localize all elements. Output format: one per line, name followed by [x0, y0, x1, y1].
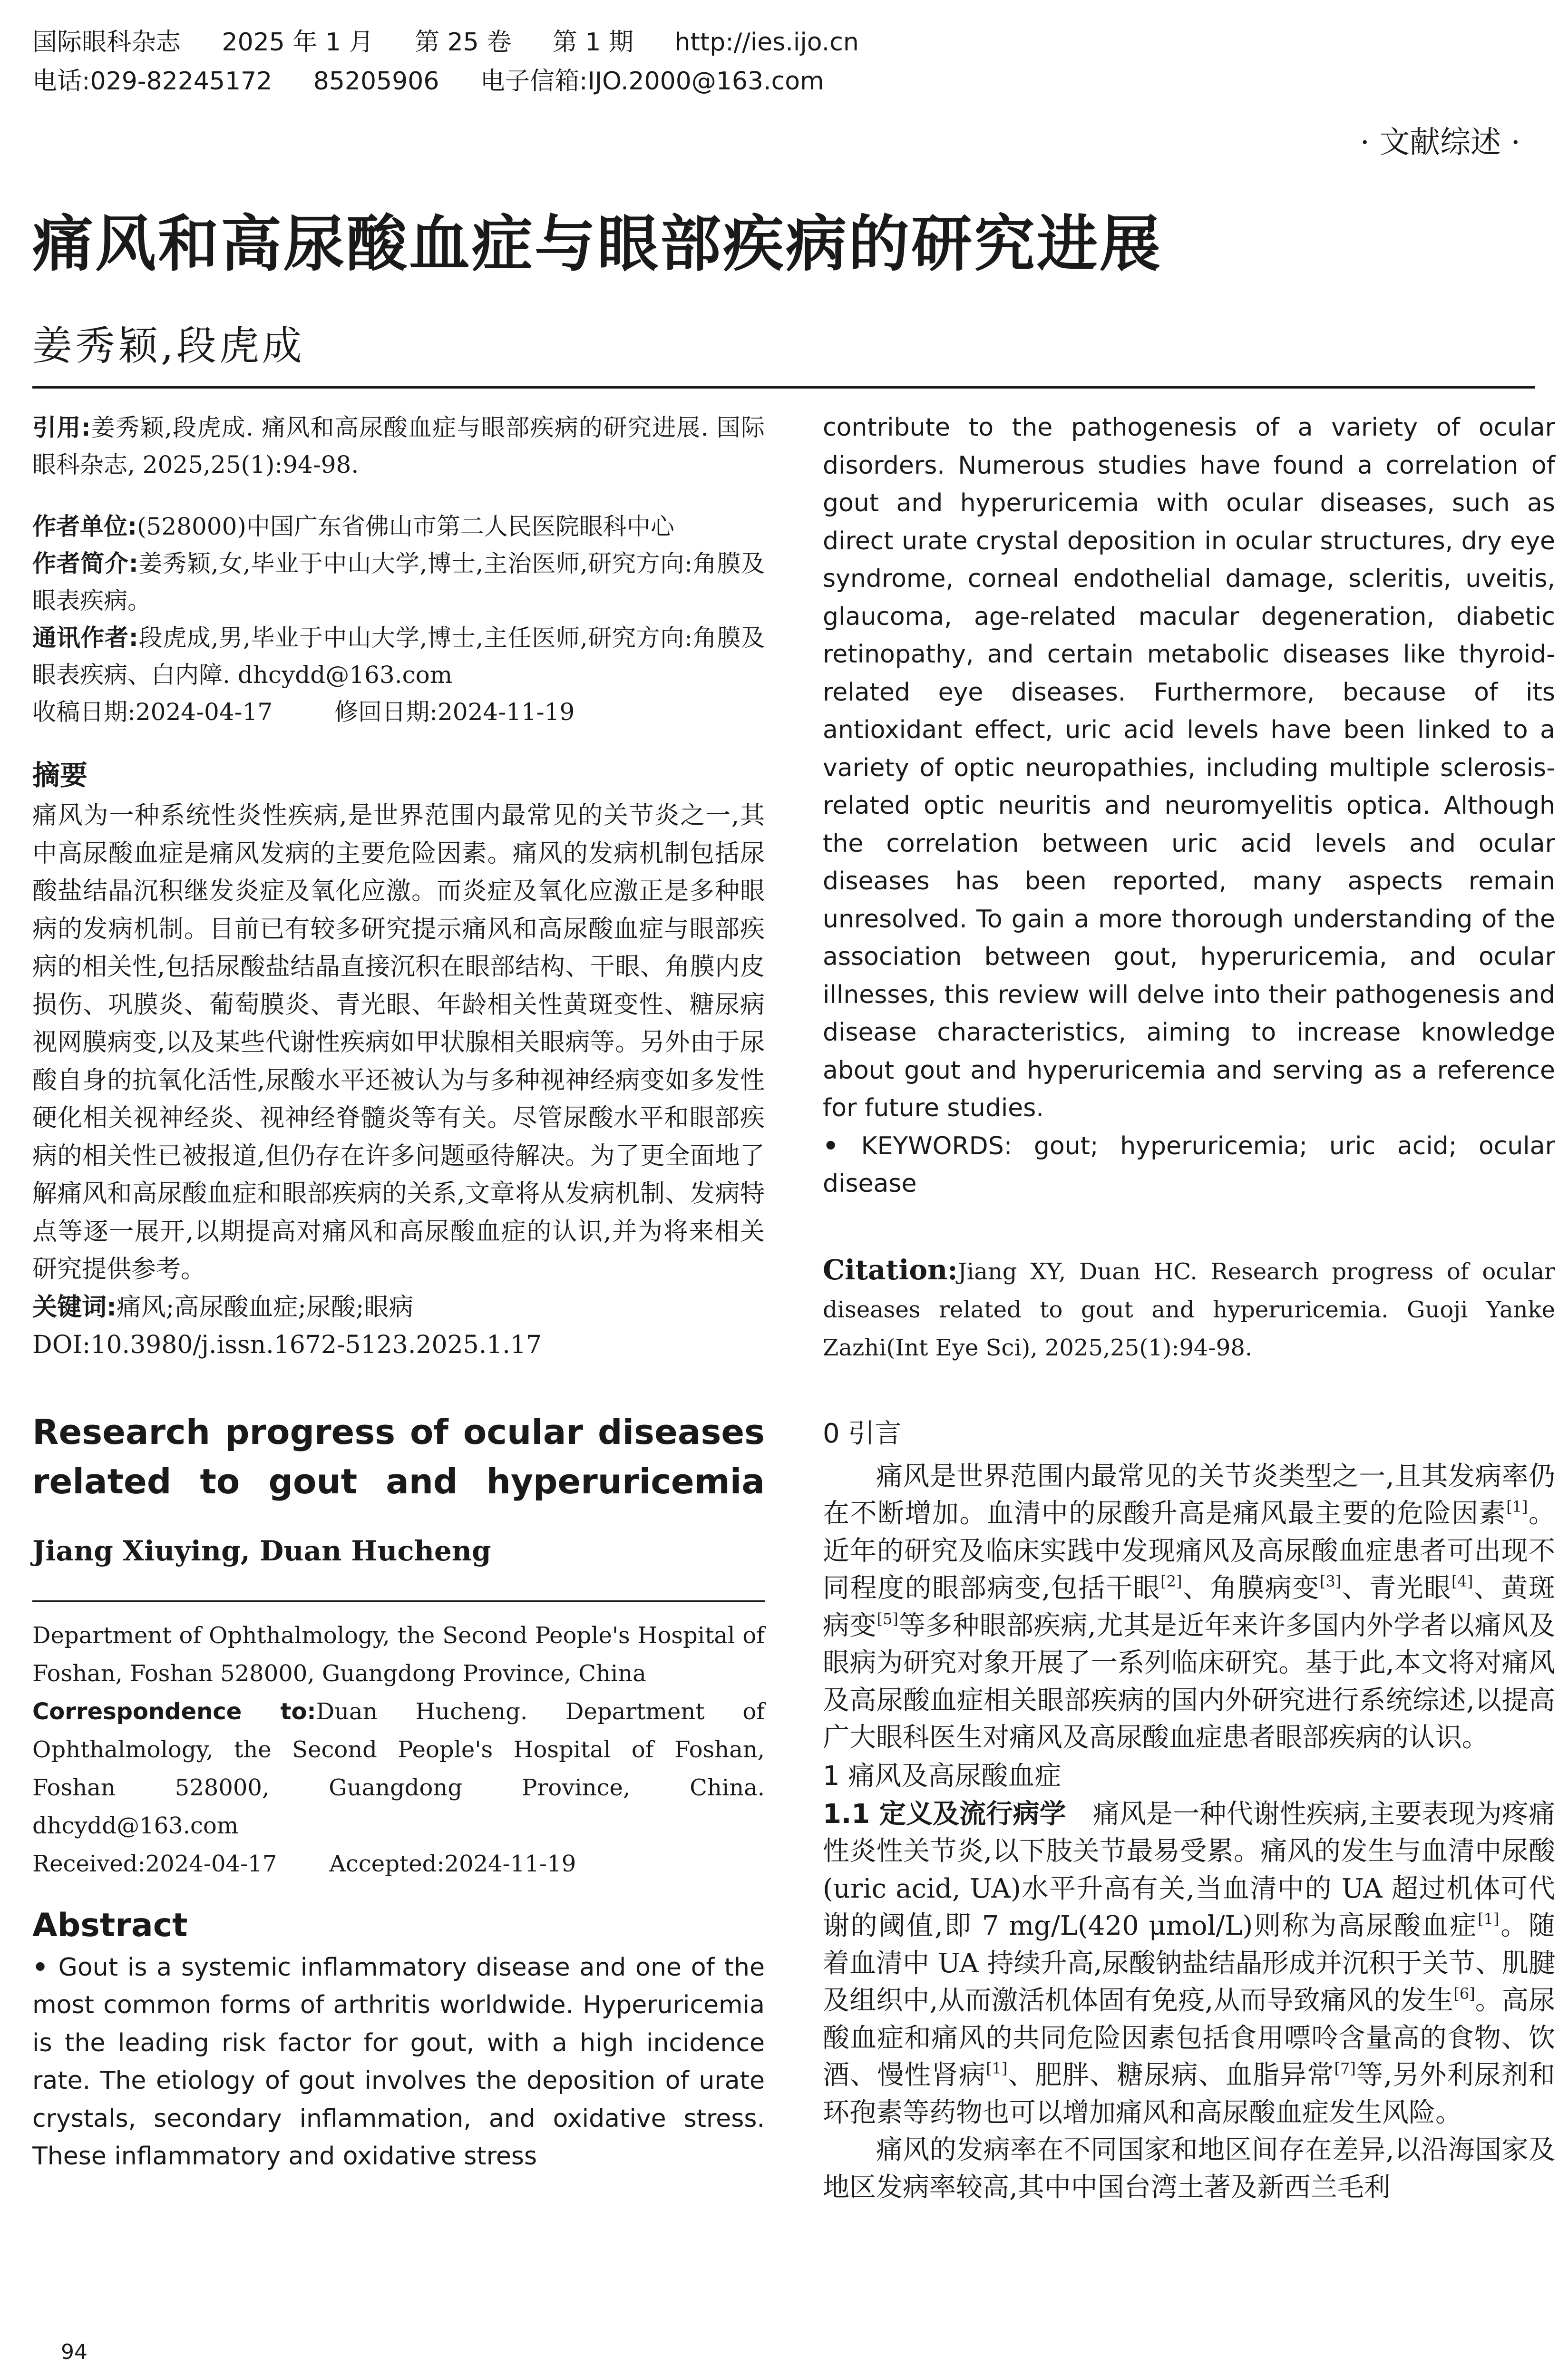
- corresponding-author: [32, 619, 765, 693]
- ref-5[interactable]: [5]: [877, 1609, 898, 1628]
- ref-1c[interactable]: [1]: [986, 2059, 1008, 2077]
- english-citation-text: Jiang XY, Duan HC. Research progress of ocular diseases related to gout and hyperuricemia. Guoji Yanke Zazhi(Int Eye Sci), 2025,25(1):94-98.: [823, 1258, 1555, 1361]
- email[interactable]: 电子信箱:IJO.2000@163.com: [480, 67, 824, 96]
- journal-header: [32, 23, 1535, 101]
- header-line-2: [32, 62, 1535, 101]
- english-keywords-text: gout; hyperuricemia; uric acid; ocular disease: [823, 1131, 1556, 1198]
- intro-text-1: 痛风是世界范围内最常见的关节炎类型之一,且其发病率仍在不断增加。血清中的尿酸升高是痛风最主要的危险因素: [823, 1461, 1555, 1529]
- english-keywords: [823, 1128, 1555, 1203]
- keywords-cn-text: 痛风;高尿酸血症;尿酸;眼病: [116, 1293, 414, 1322]
- journal-name: 国际眼科杂志: [32, 28, 181, 57]
- bullet-icon: •: [823, 1131, 861, 1160]
- dates-cn: [32, 693, 765, 731]
- abstract-cn-text: 痛风为一种系统性炎性疾病,是世界范围内最常见的关节炎之一,其中高尿酸血症是痛风发病的主要危险因素。痛风的发病机制包括尿酸盐结晶沉积继发炎症及氧化应激。而炎症及氧化应激正是多种眼病的发病机制。目前已有较多研究提示痛风和高尿酸血症与眼部疾病的相关性,包括尿酸盐结晶直接沉积在眼部结构、干眼、角膜内皮损伤、巩膜炎、葡萄膜炎、青光眼、年龄相关性黄斑变性、糖尿病视网膜病变,以及某些代谢性疾病如甲状腺相关眼病等。另外由于尿酸自身的抗氧化活性,尿酸水平还被认为与多种视神经病变如多发性硬化相关视神经炎、视神经脊髓炎等有关。尽管尿酸水平和眼部疾病的相关性已被报道,但仍存在许多问题亟待解决。为了更全面地了解痛风和高尿酸血症和眼部疾病的关系,文章将从发病机制、发病特点等逐一展开,以期提高对痛风和高尿酸血症的认识,并为将来相关研究提供参考。: [32, 801, 765, 1284]
- received-date: 2024-04-17: [135, 698, 273, 726]
- english-abstract-start: [32, 1949, 765, 2176]
- s11-text-5: 等,另外利尿剂和环孢素等药物也可以增加痛风和高尿酸血症发生风险。: [823, 2060, 1556, 2128]
- s11-text-4: 、肥胖、糖尿病、血脂异常: [1007, 2060, 1334, 2091]
- section-1-1-paragraph-2: 痛风的发病率在不同国家和地区间存在差异,以沿海国家及地区发病率较高,其中中国台湾土著及新西兰毛利: [823, 2134, 1555, 2203]
- journal-url[interactable]: http://ies.ijo.cn: [674, 28, 859, 57]
- citation-cn-label: 引用:: [32, 414, 91, 441]
- affiliation-label: 作者单位:: [32, 513, 137, 540]
- english-dates: [32, 1845, 765, 1883]
- english-author-divider: [32, 1600, 765, 1602]
- english-correspondence: [32, 1693, 765, 1845]
- page-number: 94: [61, 2340, 88, 2364]
- ref-3[interactable]: [3]: [1319, 1572, 1342, 1590]
- english-citation: [823, 1251, 1555, 1367]
- citation-cn-text: 姜秀颖,段虎成. 痛风和高尿酸血症与眼部疾病的研究进展. 国际眼科杂志, 2025,25(1):94-98.: [32, 414, 765, 478]
- section-1-1-heading: 1.1 定义及流行病学: [823, 1798, 1066, 1830]
- phone-2: 85205906: [313, 67, 439, 96]
- bullet-icon: •: [32, 1953, 58, 1982]
- english-authors: Jiang Xiuying, Duan Hucheng: [32, 1534, 491, 1567]
- intro-text-2: 。近年的研究及临床实践中发现痛风及高尿酸血症患者可出现不同程度的眼部病变,包括干眼: [823, 1498, 1556, 1604]
- english-received: Received:2024-04-17: [32, 1850, 277, 1877]
- title-divider: [32, 386, 1535, 389]
- volume: 第 25 卷: [415, 28, 512, 57]
- intro-paragraph: [823, 1458, 1555, 1757]
- intro-text-6: 等多种眼部疾病,尤其是近年来许多国内外学者以痛风及眼病为研究对象开展了一系列临床研究。基于此,本文将对痛风及高尿酸血症相关眼部疾病的国内外研究进行系统综述,以提高广大眼科医生对痛风及高尿酸血症患者眼部疾病的认识。: [823, 1610, 1555, 1753]
- english-correspondence-text: Duan Hucheng. Department of Ophthalmology, the Second People's Hospital of Foshan, Foshan 528000, Guangdong Province, China. dhcydd@163.com: [32, 1698, 765, 1839]
- ref-7[interactable]: [7]: [1334, 2059, 1356, 2077]
- s11-text-2: 。随着血清中 UA 持续升高,尿酸钠盐结晶形成并沉积于关节、肌腱及组织中,从而激活机体固有免疫,从而导致痛风的发生: [823, 1910, 1556, 2016]
- right-column: [823, 409, 1555, 2206]
- ref-1[interactable]: [1]: [1506, 1498, 1528, 1516]
- intro-text-4: 、青光眼: [1341, 1573, 1451, 1604]
- citation-cn: [32, 409, 765, 483]
- s11-text-1: 痛风是一种代谢性疾病,主要表现为疼痛性炎性关节炎,以下肢关节最易受累。痛风的发生与血清中尿酸(uric acid, UA)水平升高有关,当血清中的 UA 超过机体可代谢的阈值,即 7 mg/L(420 μmol/L)则称为高尿酸血症: [823, 1798, 1555, 1941]
- english-abstract-continued: contribute to the pathogenesis of a variety of ocular disorders. Numerous studies have found a correlation of gout and hyperuricemia with ocular diseases, such as direct urate crystal deposition in ocular structures, dry eye syndrome, corneal endothelial damage, scleritis, uveitis, glaucoma, age-related macular degeneration, diabetic retinopathy, and certain metabolic diseases like thyroid-related eye diseases. Furthermore, because of its antioxidant effect, uric acid levels have been linked to a variety of optic neuropathies, including multiple sclerosis-related optic neuritis and neuromyelitis optica. Although the correlation between uric acid levels and ocular diseases has been reported, many aspects remain unresolved. To gain a more thorough understanding of the association between gout, hyperuricemia, and ocular illnesses, this review will delve into their pathogenesis and disease characteristics, aiming to increase knowledge about gout and hyperuricemia and serving as a reference for future studies.: [823, 413, 1555, 1122]
- ref-6[interactable]: [6]: [1453, 1985, 1475, 2003]
- article-authors: 姜秀颖,段虎成: [32, 322, 305, 369]
- author-bio-text: 姜秀颖,女,毕业于中山大学,博士,主治医师,研究方向:角膜及眼表疾病。: [32, 550, 765, 614]
- section-1-heading: 1 痛风及高尿酸血症: [823, 1760, 1062, 1792]
- english-department: Department of Ophthalmology, the Second People's Hospital of Foshan, Foshan 528000, Guangdong Province, China: [32, 1622, 765, 1687]
- affiliation: [32, 508, 765, 545]
- section-tag: · 文献综述 ·: [1360, 125, 1520, 160]
- revised-date: 2024-11-19: [438, 698, 575, 726]
- english-abstract-start-text: Gout is a systemic inflammatory disease and one of the most common forms of arthritis worldwide. Hyperuricemia is the leading risk factor for gout, with a high incidence rate. The etiology of gout involves the deposition of urate crystals, secondary inflammation, and oxidative stress. These inflammatory and oxidative stress: [32, 1953, 765, 2171]
- received-label: 收稿日期:: [32, 698, 136, 726]
- english-citation-label: Citation:: [823, 1253, 958, 1286]
- doi[interactable]: DOI:10.3980/j.issn.1672-5123.2025.1.17: [32, 1331, 542, 1359]
- ref-4[interactable]: [4]: [1451, 1572, 1473, 1590]
- english-title: Research progress of ocular diseases related to gout and hyperuricemia: [32, 1412, 765, 1501]
- ref-1b[interactable]: [1]: [1478, 1910, 1500, 1928]
- author-bio-label: 作者简介:: [32, 550, 138, 577]
- corresponding-author-label: 通讯作者:: [32, 624, 138, 652]
- english-keywords-label: KEYWORDS:: [861, 1131, 1013, 1160]
- section-1-1-paragraph: [823, 1796, 1555, 2132]
- section-0-heading: 0 引言: [823, 1418, 902, 1449]
- left-column: [32, 409, 765, 2176]
- author-bio: [32, 545, 765, 619]
- intro-text-5: 、黄斑病变: [823, 1573, 1556, 1641]
- english-abstract-heading: Abstract: [32, 1906, 188, 1944]
- article-title: 痛风和高尿酸血症与眼部疾病的研究进展: [32, 209, 1163, 280]
- intro-text-3: 、角膜病变: [1182, 1573, 1320, 1604]
- issue-date: 2025 年 1 月: [222, 28, 374, 57]
- header-line-1: [32, 23, 1535, 62]
- affiliation-text: (528000)中国广东省佛山市第二人民医院眼科中心: [137, 513, 674, 540]
- issue: 第 1 期: [552, 28, 634, 57]
- revised-label: 修回日期:: [334, 698, 438, 726]
- english-correspondence-label: Correspondence to:: [32, 1698, 316, 1725]
- abstract-cn-heading: 摘要: [32, 759, 88, 791]
- phone: 电话:029-82245172: [32, 67, 273, 96]
- corresponding-author-text: 段虎成,男,毕业于中山大学,博士,主任医师,研究方向:角膜及眼表疾病、白内障. dhcydd@163.com: [32, 624, 765, 689]
- keywords-cn: [32, 1289, 765, 1327]
- ref-2[interactable]: [2]: [1160, 1572, 1182, 1590]
- s11-text-3: 。高尿酸血症和痛风的共同危险因素包括食用嘌呤含量高的食物、饮酒、慢性肾病: [823, 1985, 1555, 2091]
- keywords-cn-label: 关键词:: [32, 1293, 117, 1322]
- english-accepted: Accepted:2024-11-19: [329, 1850, 576, 1877]
